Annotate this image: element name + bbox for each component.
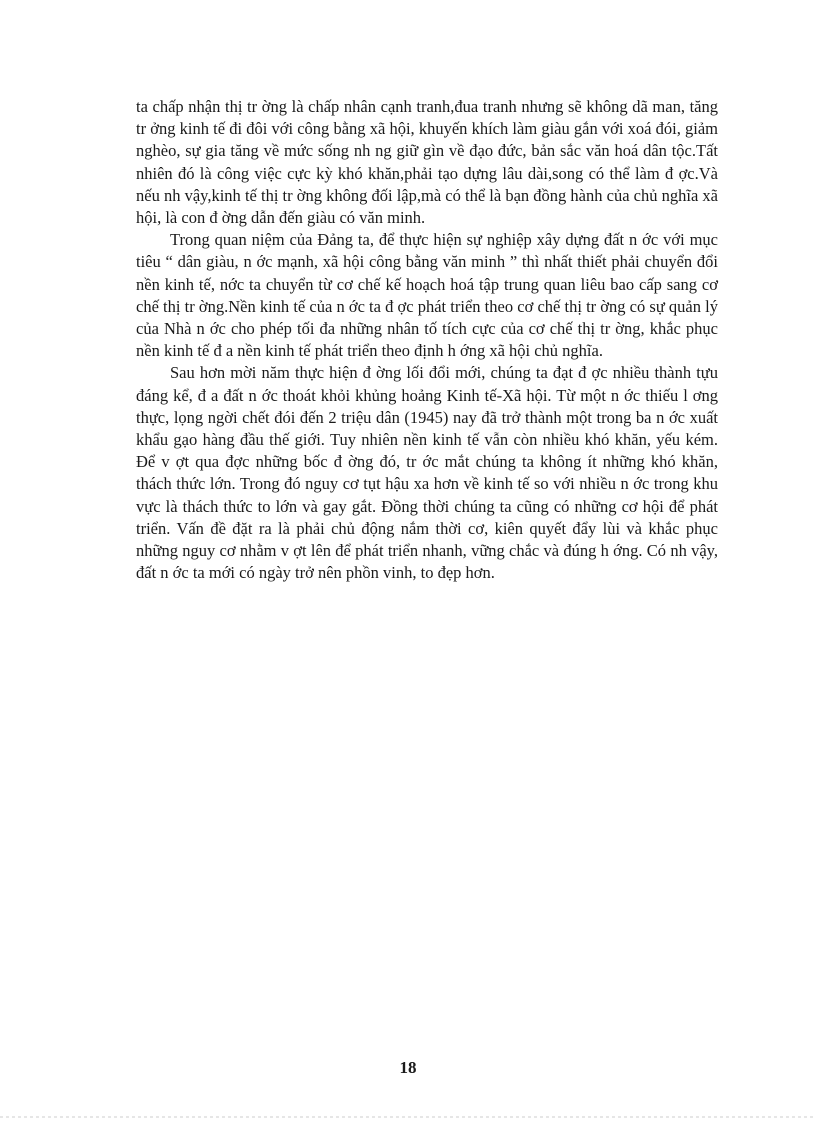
body-text — [136, 96, 718, 584]
page-bottom-edge — [0, 1116, 816, 1118]
paragraph-3: Sau hơn mời năm thực hiện đ ờng lối đổi mới, chúng ta đạt đ ợc nhiều thành tựu đáng kể, đ a đất n ớc thoát khỏi khủng hoảng Kinh tế-Xã hội. Từ một n ớc thiếu l ơng thực, lọng ngời chết đói đến 2 triệu dân (1945) nay đã trở thành một trong ba n ớc xuất khẩu gạo hàng đầu thế giới. Tuy nhiên nền kinh tế vẫn còn nhiều khó khăn, yếu kém. Để v ợt qua đợc những bốc đ ờng đó, tr ớc mắt chúng ta không ít những khó khăn, thách thức lớn. Trong đó nguy cơ tụt hậu xa hơn về kinh tế so với nhiều n ớc trong khu vực là thách thức to lớn và gay gắt. Đồng thời chúng ta cũng có những cơ hội để phát triển. Vấn đề đặt ra là phải chủ động nắm thời cơ, kiên quyết đẩy lùi và khắc phục những nguy cơ nhằm v ợt lên để phát triển nhanh, vững chắc và đúng h ớng. Có nh vậy, đất n ớc ta mới có ngày trở nên phồn vinh, to đẹp hơn. — [136, 363, 718, 583]
page-number: 18 — [399, 1058, 417, 1077]
paragraph-2: Trong quan niệm của Đảng ta, để thực hiện sự nghiệp xây dựng đất n ớc với mục tiêu “ dân giàu, n ớc mạnh, xã hội công bằng văn minh ” thì nhất thiết phải chuyển đổi nền kinh tế, nớc ta chuyển từ cơ chế kế hoạch hoá tập trung quan liêu bao cấp sang cơ chế thị tr ờng.Nền kinh tế của n ớc ta đ ợc phát triển theo cơ chế thị tr ờng có sự quản lý của Nhà n ớc cho phép tối đa những nhân tố tích cực của cơ chế thị tr ờng, khắc phục nền kinh tế đ a nền kinh tế phát triển theo định h ớng xã hội chủ nghĩa. — [136, 230, 718, 361]
paragraph-1: ta chấp nhận thị tr ờng là chấp nhân cạnh tranh,đua tranh nhưng sẽ không dã man, tăng tr ởng kinh tế đi đôi với công bằng xã hội, khuyến khích làm giàu gắn với xoá đói, giảm nghèo, sự gia tăng về mức sống nh ng giữ gìn về đạo đức, bản sắc văn hoá dân tộc.Tất nhiên đó là công việc cực kỳ khó khăn,phải tạo dựng lâu dài,song có thể làm đ ợc.Và nếu nh vậy,kinh tế thị tr ờng không đối lập,mà có thể là bạn đồng hành của chủ nghĩa xã hội, là con đ ờng dẫn đến giàu có văn minh. — [136, 97, 718, 228]
